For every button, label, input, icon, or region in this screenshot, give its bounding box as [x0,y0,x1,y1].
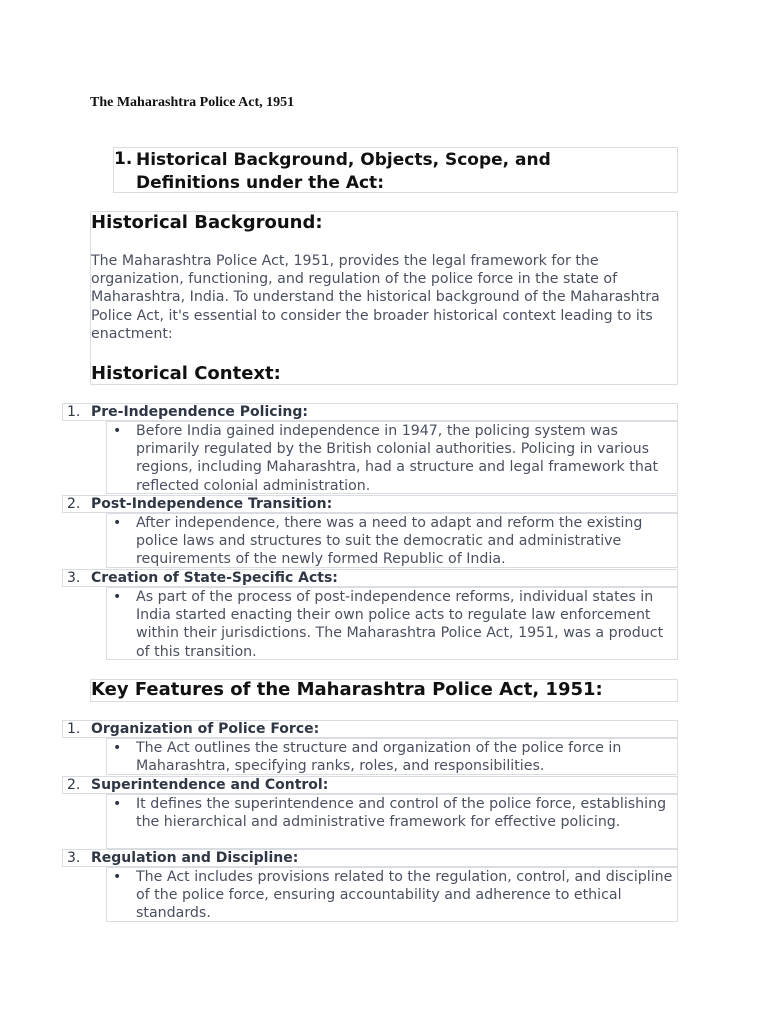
historical-context-heading: Historical Context: [91,363,281,384]
bullet-text: As part of the process of post-independence reforms, individual states in India started enacting their own police acts to regulate law enforcement within their jurisdictions. The Maharashtra Police Act, 1951, was a product of this transition. [136,589,664,660]
historical-background-paragraph: The Maharashtra Police Act, 1951, provides the legal framework for the organization, functioning, and regulation of the police force in the state of Maharashtra, India. To understand the historical background of the Maharashtra Police Act, it's essential to consider the broader historical context leading to its enactment: [91,253,660,342]
list-item [62,569,678,587]
section-number: 1. [114,149,133,169]
list-item-label: Post-Independence Transition: [91,496,333,512]
bullet-text: Before India gained independence in 1947, the policing system was primarily regulated by the British colonial authorities. Policing in various regions, including Maharashtra, had a structure and legal framework that reflected colonial administration. [136,423,659,494]
bullet-icon: • [113,869,122,885]
bullet-item [106,794,678,849]
key-features-block [90,679,678,702]
bullet-icon: • [113,423,122,439]
list-item-label: Pre-Independence Policing: [91,404,308,420]
list-item-label: Creation of State-Specific Acts: [91,570,338,586]
list-item-label: Organization of Police Force: [91,721,320,737]
bullet-icon: • [113,515,122,531]
list-item [62,849,678,867]
bullet-item [106,513,678,568]
list-item [62,403,678,421]
section-heading-text: Historical Background, Objects, Scope, and Definitions under the Act: [136,150,551,193]
list-item-number: 3. [67,850,81,866]
list-item [62,720,678,738]
historical-background-heading: Historical Background: [91,212,323,233]
list-item-number: 1. [67,404,81,420]
document-title: The Maharashtra Police Act, 1951 [90,95,295,110]
bullet-icon: • [113,589,122,605]
list-item [62,776,678,794]
bullet-item [106,738,678,775]
historical-background-block [90,211,678,385]
bullet-item [106,587,678,660]
list-item-label: Regulation and Discipline: [91,850,299,866]
list-item [62,495,678,513]
key-features-heading: Key Features of the Maharashtra Police Act, 1951: [91,679,603,700]
bullet-text: It defines the superintendence and control of the police force, establishing the hierarchical and administrative framework for effective policing. [136,796,667,831]
bullet-item [106,867,678,922]
list-item-number: 3. [67,570,81,586]
bullet-text: After independence, there was a need to adapt and reform the existing police laws and structures to suit the democratic and administrative requirements of the newly formed Republic of India. [136,515,643,568]
list-item-number: 1. [67,721,81,737]
bullet-item [106,421,678,494]
bullet-icon: • [113,740,122,756]
list-item-number: 2. [67,496,81,512]
section-heading [113,147,678,193]
bullet-text: The Act includes provisions related to the regulation, control, and discipline of the police force, ensuring accountability and adherence to ethical standards. [136,869,673,922]
list-item-number: 2. [67,777,81,793]
bullet-text: The Act outlines the structure and organization of the police force in Maharashtra, specifying ranks, roles, and responsibilities. [136,740,622,775]
list-item-label: Superintendence and Control: [91,777,329,793]
bullet-icon: • [113,796,122,812]
